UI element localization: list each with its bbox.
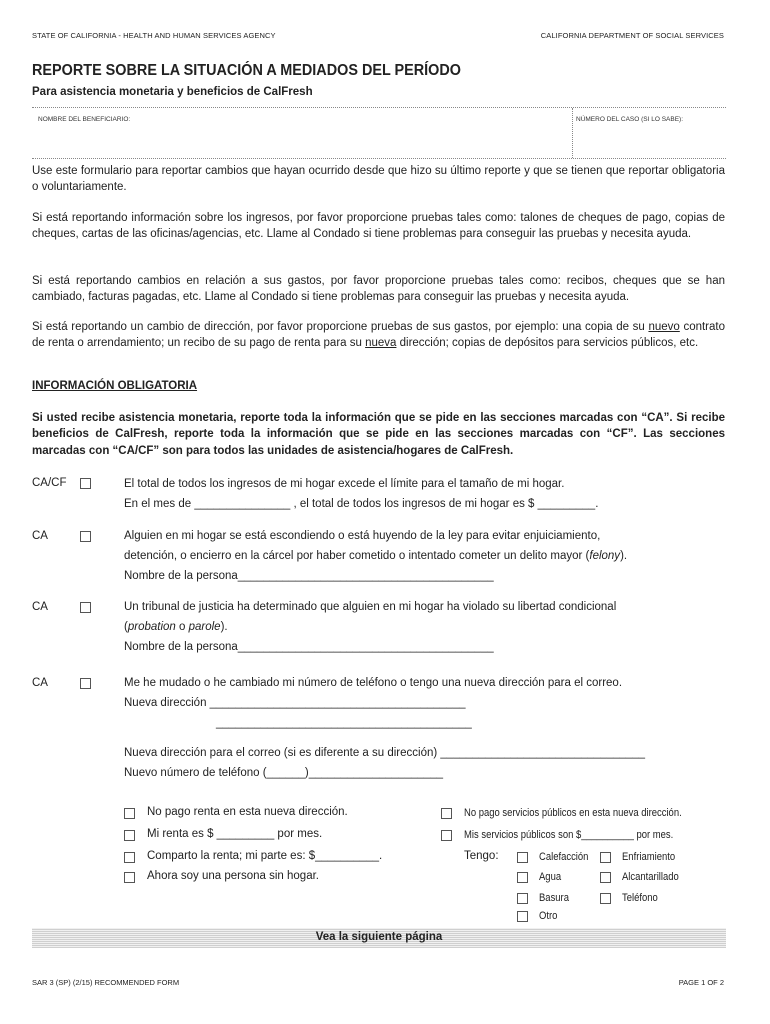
form-subtitle: Para asistencia monetaria y beneficios de CalFresh — [32, 86, 313, 98]
heating-label: Calefacción — [539, 851, 589, 863]
item-1-checkbox[interactable] — [80, 478, 91, 489]
agency-header: STATE OF CALIFORNIA - HEALTH AND HUMAN SERVICES AGENCY — [32, 31, 276, 40]
rent-option-2-checkbox[interactable] — [124, 830, 135, 841]
rent-option-2-label: Mi renta es $ _________ por mes. — [147, 828, 323, 840]
phone-checkbox[interactable] — [600, 893, 611, 904]
rent-option-4-checkbox[interactable] — [124, 872, 135, 883]
water-label: Agua — [539, 871, 562, 883]
other-checkbox[interactable] — [517, 911, 528, 922]
item-2-text: Alguien en mi hogar se está escondiendo o está huyendo de la ley para evitar enjuiciamiento, detención, o encierro en la cárcel por haber cometido o intentado cometer un delito mayor (felony). Nombre de la persona________________________________________ — [124, 530, 628, 582]
intro-paragraph-3: Si está reportando cambios en relación a sus gastos, por favor proporcione pruebas tales como: recibos, cheques que se han cambiado, facturas pagadas, etc. Llame al Condado si tiene problemas para conseguir las pruebas y necesita ayuda. — [32, 275, 725, 304]
item-1-text: El total de todos los ingresos de mi hogar excede el límite para el tamaño de mi hogar. En el mes de _______________ , el total de todos los ingresos de mi hogar es $ _________. — [124, 478, 599, 510]
utility-option-1-label: No pago servicios públicos en esta nueva dirección. — [464, 807, 682, 819]
tengo-label: Tengo: — [464, 850, 499, 862]
page-number: PAGE 1 OF 2 — [678, 978, 724, 987]
other-label: Otro — [539, 910, 558, 922]
rent-option-1-checkbox[interactable] — [124, 808, 135, 819]
next-page-text: Vea la siguiente página — [315, 931, 443, 943]
intro-paragraph-1: Use este formulario para reportar cambios que hayan ocurrido desde que hizo su último reporte y que se tienen que reportar obligatoria o voluntariamente. — [32, 165, 725, 194]
rent-option-3-checkbox[interactable] — [124, 852, 135, 863]
sewer-label: Alcantarillado — [622, 871, 679, 883]
form-number: SAR 3 (SP) (2/15) RECOMMENDED FORM — [32, 978, 180, 987]
utility-option-1-checkbox[interactable] — [441, 808, 452, 819]
beneficiary-field[interactable] — [32, 126, 570, 156]
garbage-label: Basura — [539, 892, 569, 904]
cooling-checkbox[interactable] — [600, 852, 611, 863]
rent-option-3-label: Comparto la renta; mi parte es: $__________. — [147, 850, 383, 862]
sewer-checkbox[interactable] — [600, 872, 611, 883]
case-number-label: NÚMERO DEL CASO (SI LO SABE): — [576, 116, 684, 123]
next-page-banner — [32, 928, 726, 948]
instructions-paragraph: Si usted recibe asistencia monetaria, reporte toda la información que se pide en las secciones marcadas con “CA”. Si recibe beneficios de CalFresh, reporte toda la información que se pide en las secciones marcadas con “CF”. Las secciones marcadas con “CA/CF” son para todos las unidades de asistencia/hogares de CalFresh. — [32, 412, 725, 457]
form-title: REPORTE SOBRE LA SITUACIÓN A MEDIADOS DEL PERÍODO — [32, 62, 462, 79]
field-top-rule — [32, 107, 726, 108]
field-divider — [572, 108, 573, 158]
rent-option-4-label: Ahora soy una persona sin hogar. — [147, 870, 319, 882]
item-1-tag: CA/CF — [32, 477, 67, 489]
rent-option-1-label: No pago renta en esta nueva dirección. — [147, 806, 348, 818]
beneficiary-label: NOMBRE DEL BENEFICIARIO: — [38, 116, 131, 123]
phone-label: Teléfono — [622, 892, 658, 904]
intro-paragraph-4: Si está reportando un cambio de dirección, por favor proporcione pruebas de sus gastos, por ejemplo: una copia de su nuevo contrato de renta o arrendamiento; un recibo de su pago de renta para su nueva dirección; copias de depósitos para servicios públicos, etc. — [32, 321, 726, 350]
item-3-checkbox[interactable] — [80, 602, 91, 613]
item-2-tag: CA — [32, 530, 48, 542]
item-3-tag: CA — [32, 601, 48, 613]
heating-checkbox[interactable] — [517, 852, 528, 863]
field-bottom-rule — [32, 158, 726, 159]
intro-paragraph-2: Si está reportando información sobre los ingresos, por favor proporcione pruebas tales como: talones de cheques de pago, copias de cheques, cartas de las oficinas/agencias, etc. Llame al Condado si tiene problemas para conseguir las pruebas y necesita ayuda. — [32, 212, 725, 241]
cooling-label: Enfriamiento — [622, 851, 676, 863]
item-4-checkbox[interactable] — [80, 678, 91, 689]
utility-option-2-checkbox[interactable] — [441, 830, 452, 841]
case-number-field[interactable] — [574, 126, 726, 156]
section-heading: INFORMACIÓN OBLIGATORIA — [32, 380, 198, 392]
item-4-text: Me he mudado o he cambiado mi número de teléfono o tengo una nueva dirección para el correo. Nueva dirección ________________________________________ ________________________________________ Nueva dirección para el correo (si es diferente a su dirección) ________________________________ Nuevo número de teléfono (______)_____________________ — [124, 677, 646, 779]
item-3-text: Un tribunal de justicia ha determinado que alguien en mi hogar ha violado su libertad condicional (probation o parole). Nombre de la persona________________________________________ — [124, 601, 617, 653]
utility-option-2-label: Mis servicios públicos son $__________ por mes. — [464, 829, 674, 841]
item-2-checkbox[interactable] — [80, 531, 91, 542]
department-header: CALIFORNIA DEPARTMENT OF SOCIAL SERVICES — [540, 31, 724, 40]
garbage-checkbox[interactable] — [517, 893, 528, 904]
item-4-tag: CA — [32, 677, 48, 689]
water-checkbox[interactable] — [517, 872, 528, 883]
